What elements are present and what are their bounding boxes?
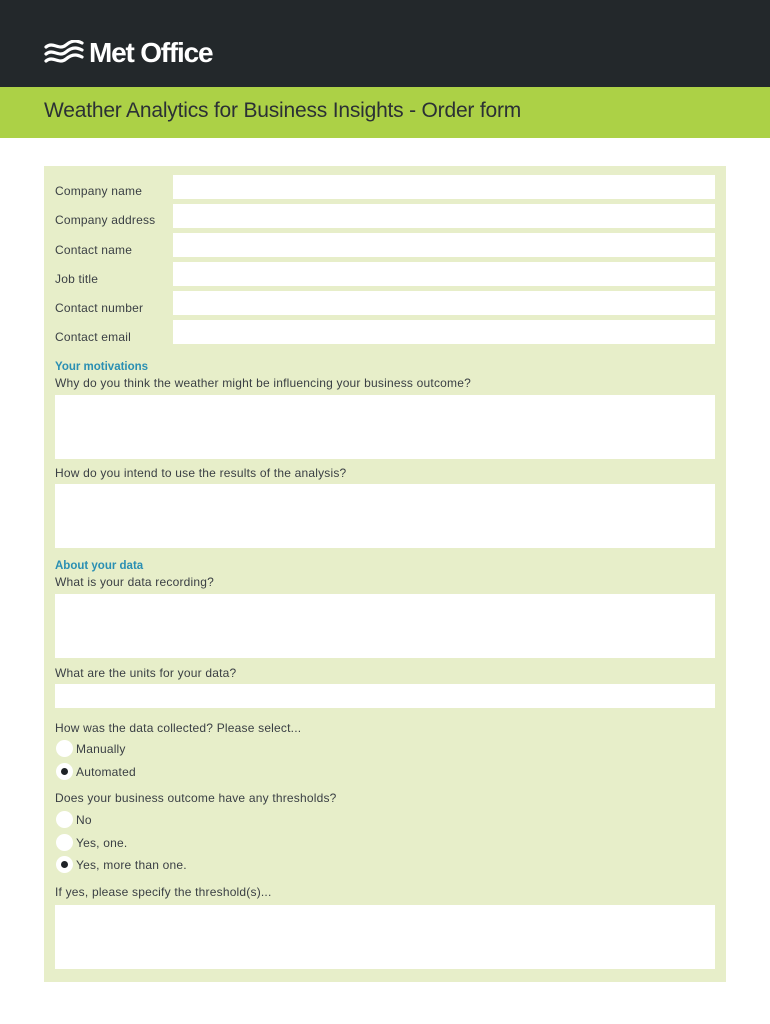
company-name-label: Company name [55,184,143,198]
data-recording-textarea[interactable] [55,594,715,658]
no-label: No [76,813,92,827]
manually-label: Manually [76,742,126,756]
contact-name-field[interactable] [173,233,715,257]
data-units-question: What are the units for your data? [55,666,237,680]
use-results-textarea[interactable] [55,484,715,548]
yes-one-label: Yes, one. [76,836,128,850]
contact-name-label: Contact name [55,243,133,257]
job-title-label: Job title [55,272,99,286]
use-results-question: How do you intend to use the results of the analysis? [55,466,347,480]
weather-influence-question: Why do you think the weather might be influencing your business outcome? [55,376,471,390]
met-office-waves-icon [44,40,84,66]
contact-email-field[interactable] [173,320,715,344]
company-name-field[interactable] [173,175,715,199]
specify-thresholds-question: If yes, please specify the threshold(s)... [55,885,272,899]
automated-label: Automated [76,765,136,779]
about-data-heading: About your data [55,560,144,572]
weather-influence-textarea[interactable] [55,395,715,459]
motivations-heading: Your motivations [55,361,149,373]
radio-yes-more-than-one[interactable] [56,856,73,873]
data-recording-question: What is your data recording? [55,575,215,589]
job-title-field[interactable] [173,262,715,286]
yes-more-than-one-label: Yes, more than one. [76,858,187,872]
specify-thresholds-textarea[interactable] [55,905,715,969]
data-units-field[interactable] [55,684,715,708]
data-collected-question: How was the data collected? Please select... [55,721,302,735]
page-title: Weather Analytics for Business Insights - Order form [44,99,522,122]
radio-automated[interactable] [56,763,73,780]
contact-number-label: Contact number [55,301,144,315]
radio-no[interactable] [56,811,73,828]
thresholds-question: Does your business outcome have any thresholds? [55,791,337,805]
radio-manually[interactable] [56,740,73,757]
company-address-label: Company address [55,213,156,227]
radio-yes-one[interactable] [56,834,73,851]
brand-name: Met Office [89,37,213,68]
contact-number-field[interactable] [173,291,715,315]
met-office-logo [44,37,212,69]
company-address-field[interactable] [173,204,715,228]
contact-email-label: Contact email [55,330,131,344]
